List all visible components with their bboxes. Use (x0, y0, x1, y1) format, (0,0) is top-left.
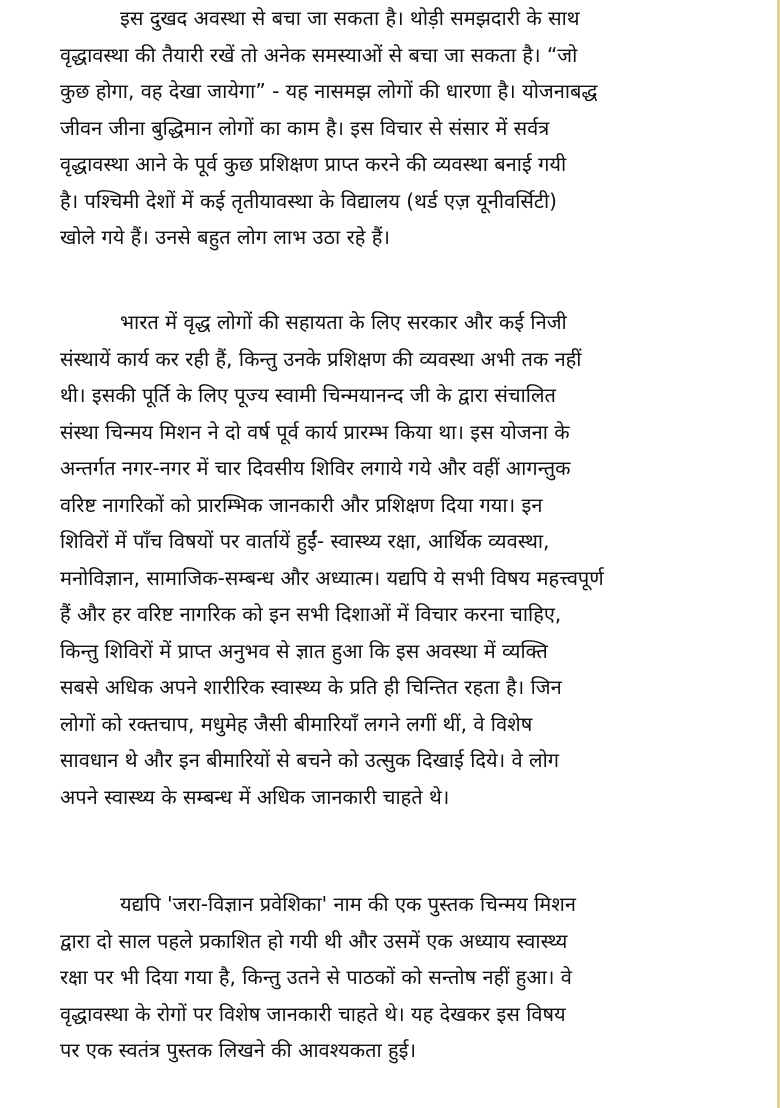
paragraph-line: इस दुखद अवस्था से बचा जा सकता है। थोड़ी समझदारी के साथ (120, 6, 580, 30)
paragraph-line: शिविरों में पाँच विषयों पर वार्तायें हुईं- स्वास्थ्य रक्षा, आर्थिक व्यवस्था, (60, 529, 550, 553)
paragraph-line: किन्तु शिविरों में प्राप्त अनुभव से ज्ञात हुआ कि इस अवस्था में व्यक्ति (60, 638, 548, 663)
paragraph-line: वृद्धावस्था आने के पूर्व कुछ प्रशिक्षण प्राप्त करने की व्यवस्था बनाई गयी (60, 152, 567, 176)
paragraph-line: थी। इसकी पूर्ति के लिए पूज्य स्वामी चिन्मयानन्द जी के द्वारा संचालित (60, 383, 556, 407)
paragraph-line: कुछ होगा, वह देखा जायेगा” - यह नासमझ लोगों की धारणा है। योजनाबद्ध (60, 79, 598, 103)
paragraph-line: संस्था चिन्मय मिशन ने दो वर्ष पूर्व कार्य प्रारम्भ किया था। इस योजना के (60, 419, 570, 444)
paragraph-line: खोले गये हैं। उनसे बहुत लोग लाभ उठा रहे हैं। (60, 225, 390, 249)
paragraph-line: जीवन जीना बुद्धिमान लोगों का काम है। इस विचार से संसार में सर्वत्र (60, 115, 550, 140)
paragraph-line: वरिष्ट नागरिकों को प्रारम्भिक जानकारी और प्रशिक्षण दिया गया। इन (60, 492, 543, 517)
paragraph-line: अपने स्वास्थ्य के सम्बन्ध में अधिक जानकारी चाहते थे। (60, 784, 450, 809)
paragraph-line: वृद्धावस्था के रोगों पर विशेष जानकारी चाहते थे। यह देखकर इस विषय (60, 1001, 566, 1026)
paragraph-line: द्वारा दो साल पहले प्रकाशित हो गयी थी और उसमें एक अध्याय स्वास्थ्य (60, 928, 568, 953)
paragraph-line: सबसे अधिक अपने शारीरिक स्वास्थ्य के प्रति ही चिन्तित रहता है। जिन (60, 675, 562, 699)
paragraph-line: सावधान थे और इन बीमारियों से बचने को उत्सुक दिखाई दिये। वे लोग (60, 748, 560, 772)
paragraph-line: हैं और हर वरिष्ट नागरिक को इन सभी दिशाओं में विचार करना चाहिए, (60, 602, 562, 626)
paragraph-line: मनोविज्ञान, सामाजिक-सम्बन्ध और अध्यात्म। यद्यपि ये सभी विषय महत्त्वपूर्ण (60, 565, 604, 590)
paragraph-line: लोगों को रक्तचाप, मधुमेह जैसी बीमारियाँ लगने लगीं थीं, वे विशेष (60, 711, 533, 736)
paragraph-line: संस्थायें कार्य कर रही हैं, किन्तु उनके प्रशिक्षण की व्यवस्था अभी तक नहीं (60, 346, 582, 371)
paragraph-line: रक्षा पर भी दिया गया है, किन्तु उतने से पाठकों को सन्तोष नहीं हुआ। वे (60, 965, 572, 989)
paragraph-line: है। पश्चिमी देशों में कई तृतीयावस्था के विद्यालय (थर्ड एज़ यूनीवर्सिटी) (60, 188, 557, 213)
paragraph-line: वृद्धावस्था की तैयारी रखें तो अनेक समस्याओं से बचा जा सकता है। “जो (60, 42, 578, 67)
paragraph-line: भारत में वृद्ध लोगों की सहायता के लिए सरकार और कई निजी (120, 310, 567, 334)
paragraph-line: पर एक स्वतंत्र पुस्तक लिखने की आवश्यकता हुई। (60, 1038, 417, 1062)
paragraph-3 (60, 886, 576, 1069)
paragraph-line: अन्तर्गत नगर-नगर में चार दिवसीय शिविर लगाये गये और वहीं आगन्तुक (60, 456, 571, 480)
paragraph-2 (60, 304, 604, 815)
paragraph-1 (60, 0, 597, 256)
paragraph-line: यद्यपि 'जरा-विज्ञान प्रवेशिका' नाम की एक पुस्तक चिन्मय मिशन (120, 892, 576, 916)
